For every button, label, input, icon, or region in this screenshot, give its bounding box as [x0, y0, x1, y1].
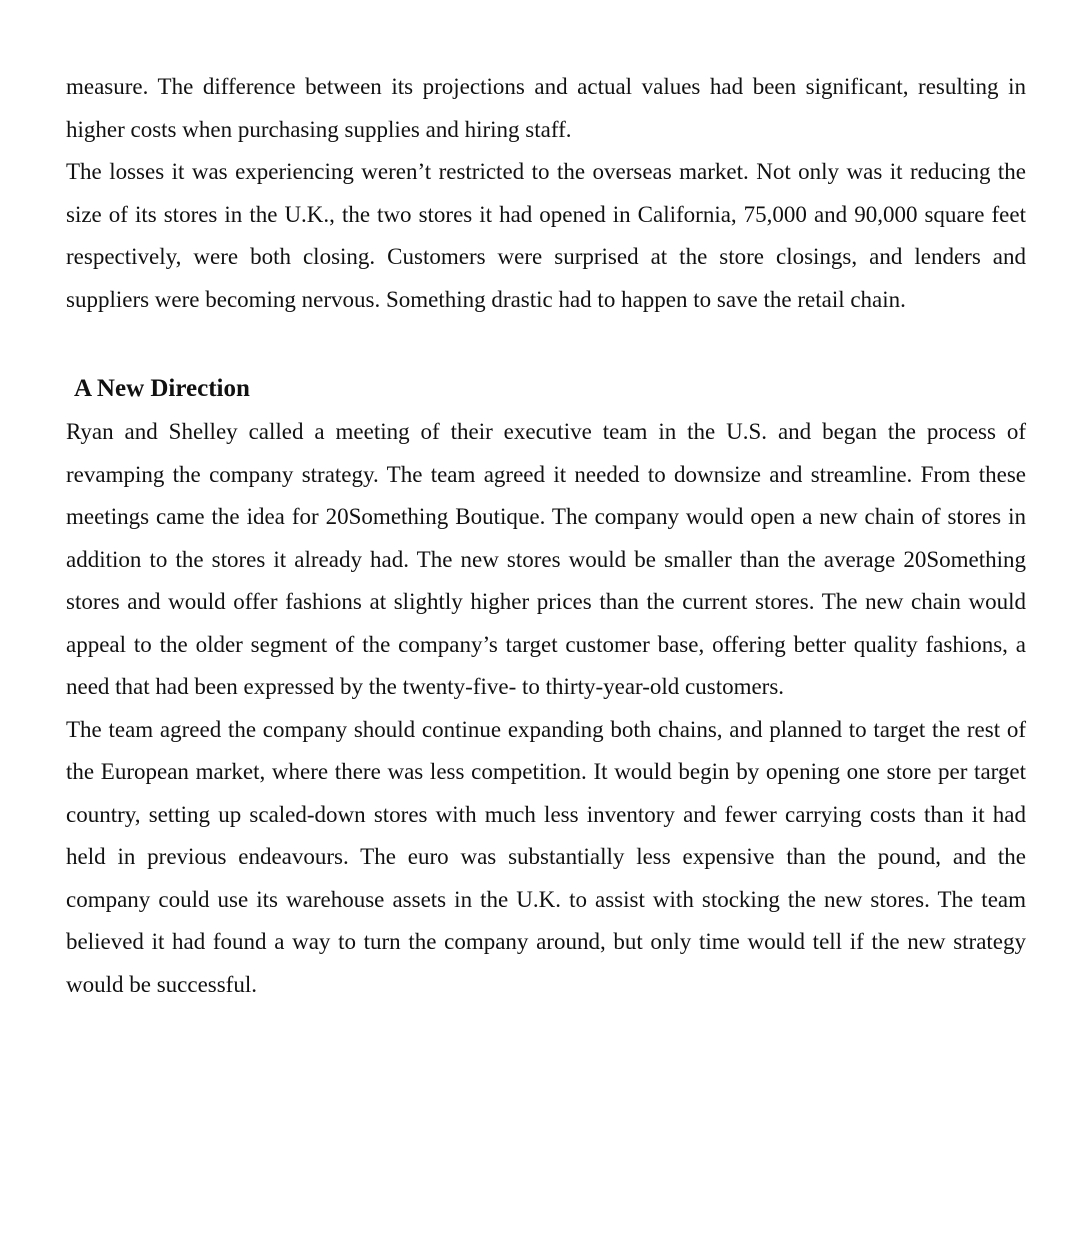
- paragraph-losses: The losses it was experiencing weren’t restricted to the overseas market. Not only was it reducing the size of its stores in the U.K., the two stores it had opened in California, 75,000 and 90,000 square feet respectively, were both closing. Customers were surprised at the store closings, and lenders and suppliers were becoming nervous. Something drastic had to happen to save the retail chain.: [66, 159, 1026, 312]
- paragraph-measure: measure. The difference between its projections and actual values had been significant, resulting in higher costs when purchasing supplies and hiring staff.: [66, 74, 1026, 142]
- paragraph-expansion: The team agreed the company should continue expanding both chains, and planned to target the rest of the European market, where there was less competition. It would begin by opening one store per target country, setting up scaled-down stores with much less inventory and fewer carrying costs than it had held in previous endeavours. The euro was substantially less expensive than the pound, and the company could use its warehouse assets in the U.K. to assist with stocking the new stores. The team believed it had found a way to turn the company around, but only time would tell if the new strategy would be successful.: [66, 716, 1026, 997]
- paragraph-new-direction: Ryan and Shelley called a meeting of their executive team in the U.S. and began the process of revamping the company strategy. The team agreed it needed to downsize and streamline. From these meetings came the idea for 20Something Boutique. The company would open a new chain of stores in addition to the stores it already had. The new stores would be smaller than the average 20Something stores and would offer fashions at slightly higher prices than the current stores. The new chain would appeal to the older segment of the company’s target customer base, offering better quality fashions, a need that had been expressed by the twenty-five- to thirty-year-old customers.: [66, 419, 1026, 699]
- section-heading: A New Direction: [74, 375, 250, 402]
- document-page: [66, 66, 1026, 1006]
